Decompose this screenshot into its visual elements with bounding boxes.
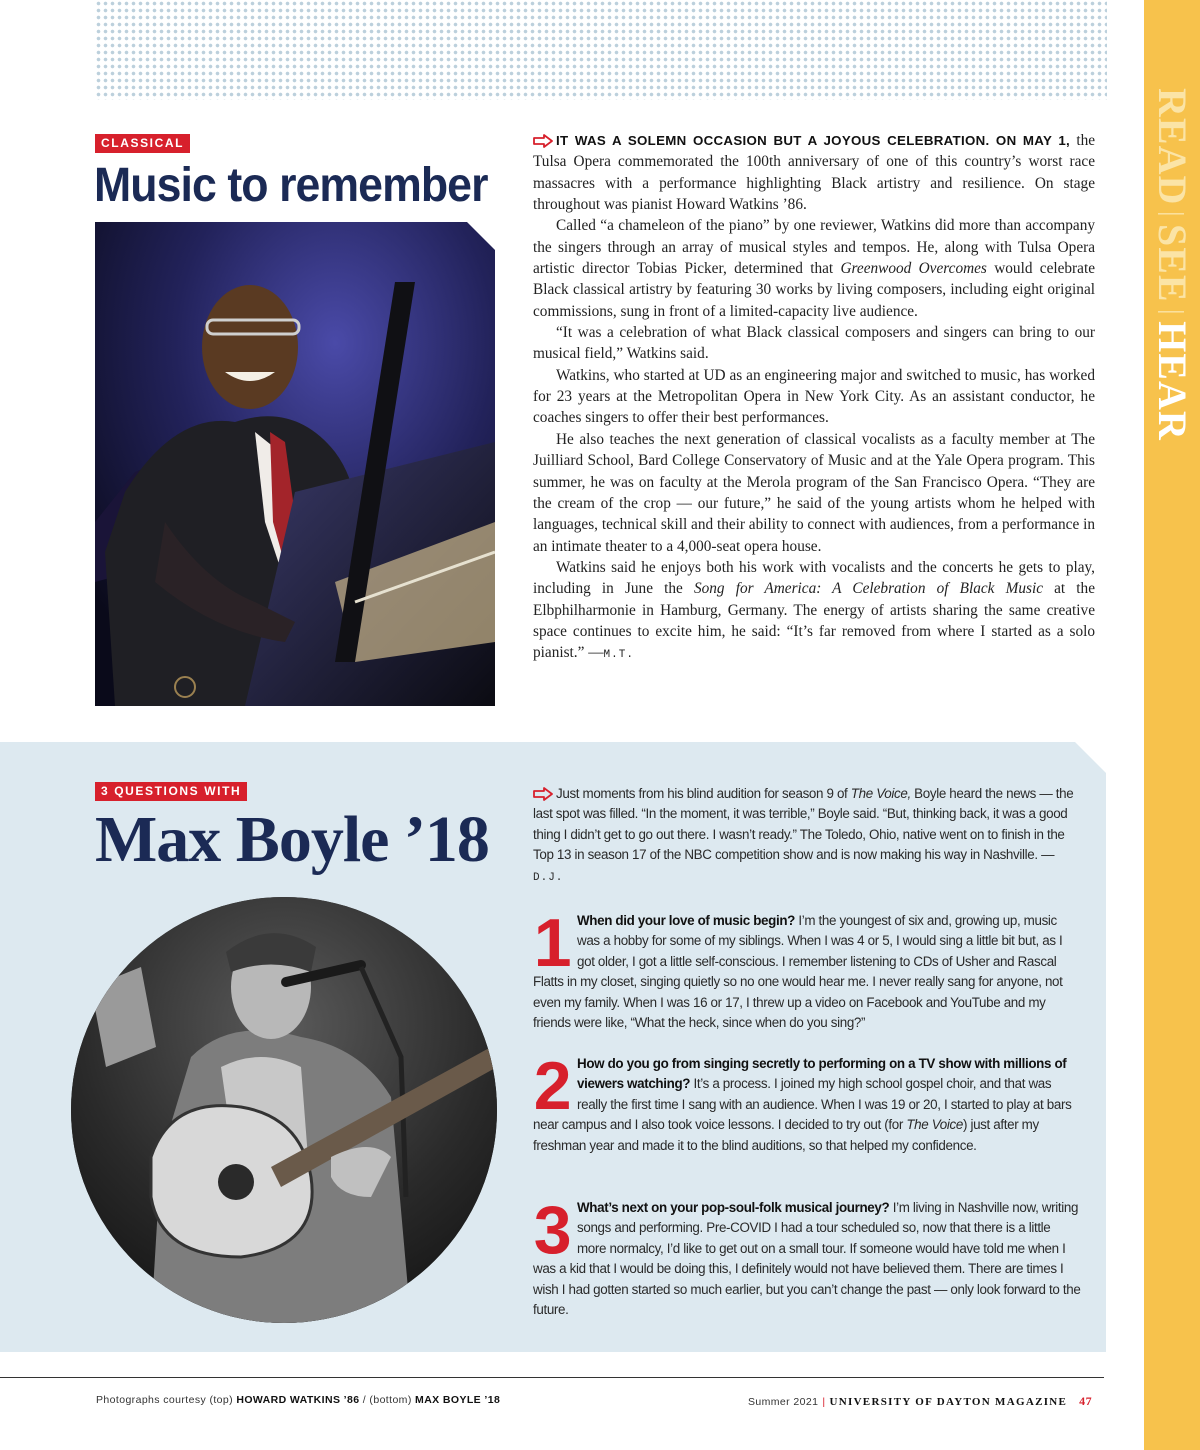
answer-text: I’m the youngest of six and, growing up, music was a hobby for some of my siblings. When I was 4 or 5, I would sing a little bit but, as I got older, I got a little self-conscious. I remember listening to CDs of Usher and Rascal Flatts in my closet, singing quietly so no one would hear me. I never really sang for anyone, not even my family. When I was 16 or 17, I threw up a video on Facebook and YouTube and my friends were like, “What the heck, since when do you sing?” [533, 913, 1063, 1031]
qa-paragraph [533, 1048, 1081, 1156]
author-initials: D.J. [533, 871, 564, 884]
question-item-3 [533, 1192, 1081, 1320]
question-item-1 [533, 905, 1081, 1033]
dot-pattern [95, 0, 1107, 100]
questions-tag: 3 QUESTIONS WITH [95, 782, 247, 801]
qa-paragraph [533, 1192, 1081, 1320]
qa-paragraph [533, 905, 1081, 1033]
section-see: SEE [1150, 223, 1195, 303]
boyle-photo [71, 897, 497, 1323]
questions-intro [533, 784, 1081, 888]
title-italic: The Voice, [850, 786, 911, 801]
paragraph-text: the Tulsa Opera commemorated the 100th anniversary of one of this country’s worst race massacres with a performance highlighting Black artistry and resilience. On stage throughout was pianist Howard Watkins ’86. [533, 132, 1096, 214]
questions-headline: Max Boyle ’18 [95, 803, 489, 876]
credit-text: / (bottom) [359, 1394, 416, 1406]
paragraph-text: Boyle heard the news — the last spot was filled. “In the moment, it was terrible,” Boyle said. “But, thinking back, it was a good thing I didn’t get to go out there. I wasn’t ready.” The Toledo, Ohio, native went on to finish in the Top 13 in season 17 of the NBC competition show and is now making his way in Nashville. — [533, 786, 1074, 863]
title-italic: Song for America: A Celebration of Black Music [693, 580, 1043, 598]
issue-date: Summer 2021 [748, 1396, 819, 1408]
footer-separator: | [822, 1396, 826, 1408]
arrow-icon [533, 787, 553, 801]
question-text: What’s next on your pop-soul-folk musical journey? [577, 1200, 890, 1215]
title-italic: Greenwood Overcomes [840, 260, 987, 278]
magazine-name: UNIVERSITY OF DAYTON MAGAZINE [829, 1396, 1068, 1408]
question-number: 1 [533, 905, 572, 981]
paragraph-text: Watkins said he enjoys both his work with vocalists and the concerts he gets to play, including in June the [533, 558, 1095, 598]
paragraph-text: Called “a chameleon of the piano” by one reviewer, Watkins did more than accompany the singers through an array of musical styles and tempos. He, along with Tulsa Opera artistic director Tobias Picker, determined that [533, 217, 1095, 278]
photo-credit [96, 1394, 500, 1406]
question-number: 3 [533, 1192, 572, 1268]
section-hear: HEAR [1150, 321, 1195, 441]
page-footer [748, 1394, 1092, 1409]
page-number: 47 [1079, 1394, 1092, 1408]
article-paragraph [533, 557, 1095, 667]
article-paragraph [533, 215, 1095, 322]
paragraph-text: Just moments from his blind audition for season 9 of [556, 786, 851, 801]
section-separator: | [1157, 211, 1188, 218]
classical-headline: Music to remember [94, 159, 488, 212]
paragraph-text: at the Elbphilharmonie in Hamburg, Germany. The energy of artists sharing the same creative space continues to excite him, he said: “It’s far removed from where I started as a solo pianist.” — [533, 580, 1095, 662]
credit-name: HOWARD WATKINS ’86 [236, 1394, 360, 1406]
question-text: When did your love of music begin? [577, 913, 795, 928]
article-paragraph [533, 130, 1095, 215]
section-separator: | [1157, 308, 1188, 316]
question-number: 2 [533, 1048, 572, 1124]
intro-paragraph [533, 784, 1081, 888]
arrow-icon [533, 134, 553, 148]
footer-rule [0, 1377, 1104, 1378]
watkins-photo [95, 222, 495, 706]
lead-in: IT WAS A SOLEMN OCCASION BUT A JOYOUS CELEBRATION. ON MAY 1, [556, 133, 1071, 148]
answer-text: I’m living in Nashville now, writing songs and performing. Pre-COVID I had a tour scheduled so, now that there is a little more normalcy, I’d like to get out on a small tour. If someone would have told me when I was a kid that I would be doing this, I definitely would not have believed them. There are times I wish I had gotten started so much earlier, but you can’t change the past — only look forward to the future. [533, 1200, 1081, 1318]
answer-text: It’s a process. I joined my high school gospel choir, and that was really the first time I sang with an audience. When I was 19 or 20, I started to play at bars near campus and I also took voice lessons. I decided to try out (for [533, 1076, 1072, 1133]
article-paragraph: Watkins, who started at UD as an engineering major and switched to music, has worked for 23 years at the Metropolitan Opera in New York City. As an assistant conductor, he coaches singers to offer their best performances. [533, 366, 1095, 427]
section-label [1148, 88, 1196, 458]
section-read: READ [1150, 88, 1195, 206]
answer-text: ) just after my freshman year and made it to the blind auditions, so that helped my confidence. [533, 1117, 1039, 1153]
credit-name: MAX BOYLE ’18 [415, 1394, 501, 1406]
question-text: How do you go from singing secretly to performing on a TV show with millions of viewers watching? [577, 1056, 1067, 1092]
question-item-2 [533, 1048, 1081, 1156]
paragraph-text: would celebrate Black classical artistry by featuring 30 works by living composers, including eight original commissions, sung in front of a limited-capacity live audience. [533, 260, 1095, 320]
classical-tag: CLASSICAL [95, 134, 190, 153]
author-initials: M.T. [603, 649, 634, 662]
article-paragraph: He also teaches the next generation of classical vocalists as a faculty member at The Juilliard School, Bard College Conservatory of Music and at the Yale Opera program. This summer, he was on faculty at the Merola program of the San Francisco Opera. “They are the cream of the crop — our future,” he said of the young artists whom he helped with languages, technical skill and their ability to connect with audiences, from a performance in an intimate theater to a 4,000-seat opera house. [533, 430, 1095, 555]
title-italic: The Voice [906, 1117, 963, 1133]
credit-text: Photographs courtesy (top) [96, 1394, 237, 1406]
article-paragraph: “It was a celebration of what Black classical composers and singers can bring to our musical field,” Watkins said. [533, 324, 1095, 363]
classical-article [533, 130, 1095, 667]
